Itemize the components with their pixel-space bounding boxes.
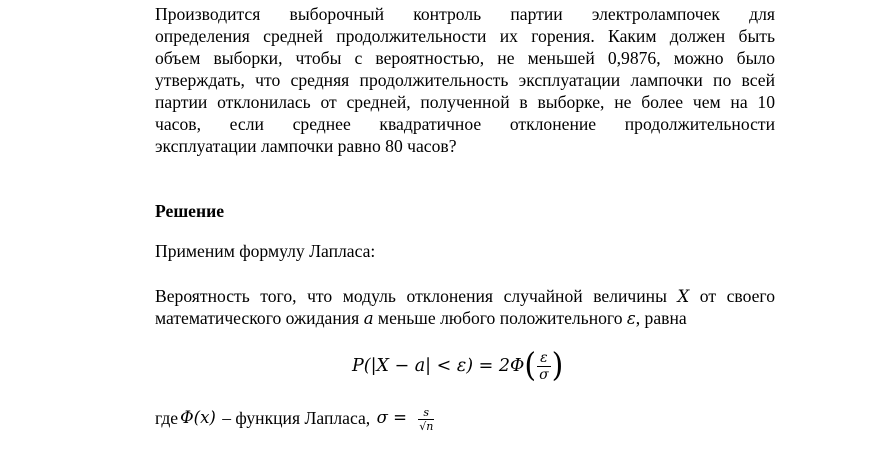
probability-line-2 <box>155 307 775 329</box>
text-segment: от своего <box>689 286 775 306</box>
sigma-fraction <box>418 407 434 433</box>
problem-statement <box>155 3 775 157</box>
laplace-function: Φ(x) <box>180 408 216 427</box>
text-segment: меньше любого положительного <box>373 308 627 328</box>
problem-line: часов, если среднее квадратичное отклонение продолжительности <box>155 114 775 134</box>
math-variable: ε <box>626 309 636 328</box>
sigma-denominator <box>418 419 434 433</box>
where-clause <box>155 405 434 431</box>
problem-line: эксплуатации лампочки равно 80 часов? <box>155 136 457 156</box>
laplace-formula <box>352 343 563 389</box>
text-segment: математического ожидания <box>155 308 364 328</box>
sigma-numerator: s <box>423 406 430 419</box>
problem-line: партии отклонилась от средней, полученной в выборке, не более чем на 10 <box>155 92 775 112</box>
problem-line: Производится выборочный контроль партии электролампочек для <box>155 4 775 24</box>
fraction-denominator: σ <box>539 366 549 383</box>
sqrt-icon: √ <box>419 420 427 433</box>
where-prefix: где <box>155 408 179 428</box>
probability-line-1 <box>155 285 775 307</box>
math-variable: a <box>363 309 374 328</box>
where-middle: – функция Лапласа, <box>217 408 375 428</box>
text-segment: , равна <box>635 308 687 328</box>
formula-left-paren: ( <box>524 346 537 385</box>
solution-intro: Применим формулу Лапласа: <box>155 241 376 261</box>
formula-fraction <box>537 350 551 383</box>
text-segment: Вероятность того, что модуль отклонения случайной величины <box>155 286 678 306</box>
formula-lhs: P(|X − a| < ε) = 2Φ <box>352 356 525 376</box>
fraction-numerator: ε <box>540 349 548 366</box>
formula-right-paren: ) <box>551 346 564 385</box>
probability-description <box>155 285 775 329</box>
math-variable: X <box>677 287 690 306</box>
problem-line: определения средней продолжительности их горения. Каким должен быть <box>155 26 775 46</box>
sigma-equation: σ = <box>376 408 413 427</box>
problem-line: объем выборки, чтобы с вероятностью, не меньшей 0,9876, можно было <box>155 48 775 68</box>
sqrt-argument: n <box>426 420 434 433</box>
problem-line: утверждать, что средняя продолжительность эксплуатации лампочки по всей <box>155 70 775 90</box>
solution-heading: Решение <box>155 201 225 221</box>
